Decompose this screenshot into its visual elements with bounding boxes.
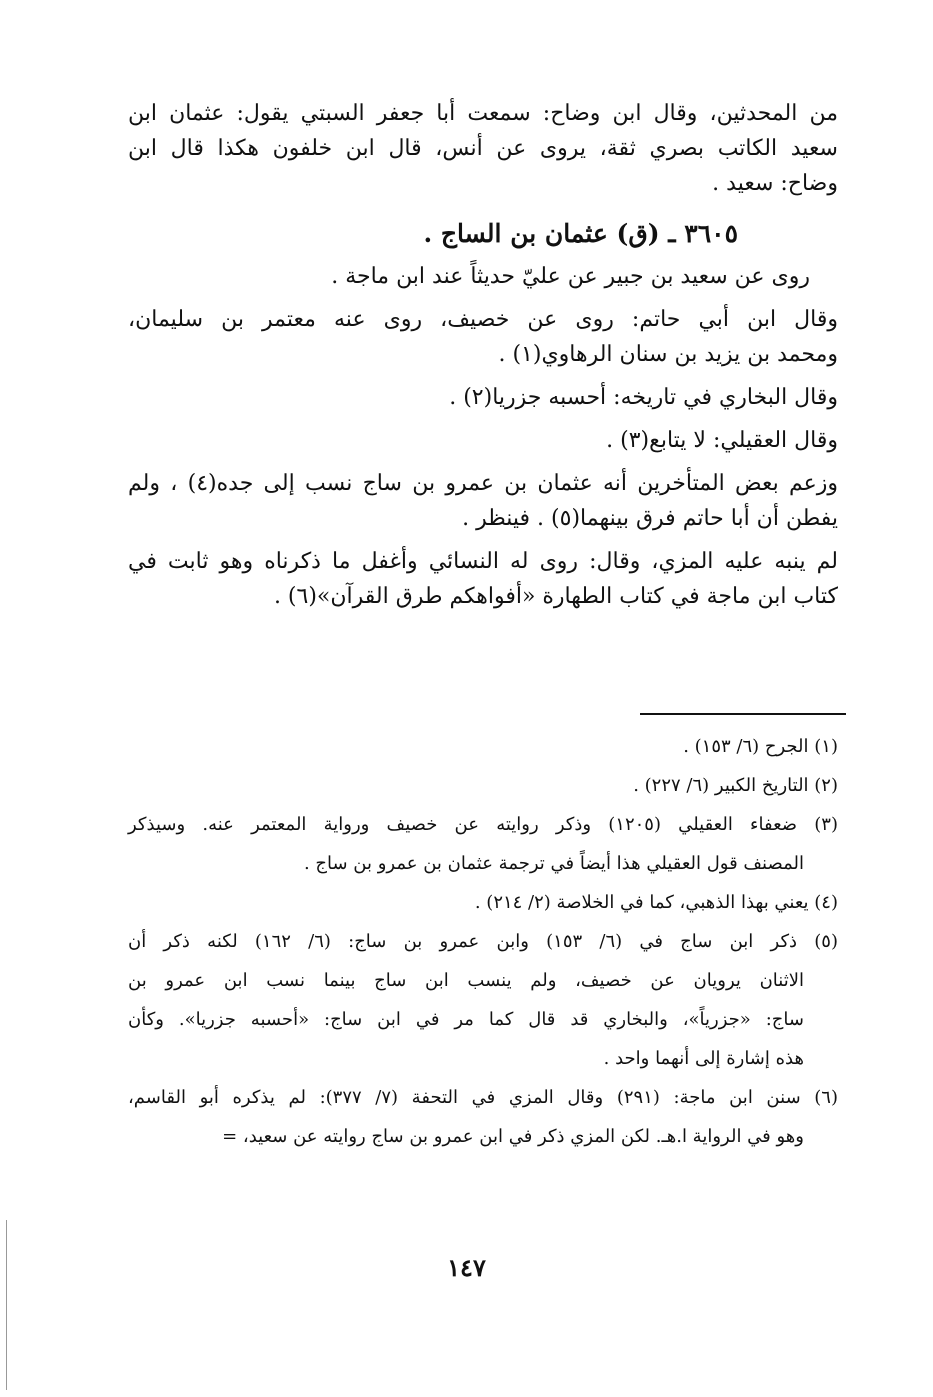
text-line: وقال ابن أبي حاتم: روى عن خصيف، روى عنه معتمر بن سليمان، xyxy=(128,307,838,332)
page-number: ١٤٧ xyxy=(447,1253,486,1282)
footnote-line: (٣) ضعفاء العقيلي (١٢٠٥) وذكر روايته عن خصيف ورواية المعتمر عنه. وسيذكر xyxy=(128,814,838,835)
main-text xyxy=(128,96,838,614)
text-line: كتاب ابن ماجة في كتاب الطهارة «أفواهكم طرق القرآن»(٦) . xyxy=(273,584,838,609)
footnote-line: (٢) التاريخ الكبير (٦/ ٢٢٧) . xyxy=(633,775,838,796)
text-line: روى عن سعيد بن جبير عن عليّ حديثاً عند ابن ماجة . xyxy=(331,264,810,289)
footnote-line: (٥) ذكر ابن ساج في (٦/ ١٥٣) وابن عمرو بن ساج: (٦/ ١٦٢) لكنه ذكر أن xyxy=(128,931,838,952)
text-line: من المحدثين، وقال ابن وضاح: سمعت أبا جعفر السبتي يقول: عثمان ابن xyxy=(128,101,838,126)
scan-edge-line xyxy=(6,1220,7,1390)
footnote-line: المصنف قول العقيلي هذا أيضاً في ترجمة عثمان بن عمرو بن ساج . xyxy=(303,853,804,874)
footnote-separator xyxy=(640,713,846,715)
text-line: وزعم بعض المتأخرين أنه عثمان بن عمرو بن ساج نسب إلى جده(٤) ، ولم xyxy=(128,471,839,496)
text-line: لم ينبه عليه المزي، وقال: روى له النسائي وأغفل ما ذكرناه وهو ثابت في xyxy=(128,549,838,574)
footnote-line: هذه إشارة إلى أنهما واحد . xyxy=(603,1048,804,1069)
footnote-line: (١) الجرح (٦/ ١٥٣) . xyxy=(683,736,838,757)
footnote-line: (٤) يعني بهذا الذهبي، كما في الخلاصة (٢/ ٢١٤) . xyxy=(474,892,838,913)
text-line: يفطن أن أبا حاتم فرق بينهما(٥) . فينظر . xyxy=(462,506,838,531)
text-line: سعيد الكاتب بصري ثقة، يروى عن أنس، قال ابن خلفون هكذا قال ابن xyxy=(128,136,838,161)
text-line: ومحمد بن يزيد بن سنان الرهاوي(١) . xyxy=(498,342,838,367)
footnotes xyxy=(128,727,838,1156)
footnote-line: وهو في الرواية ا.هـ. لكن المزي ذكر في ابن عمرو بن ساج روايته عن سعيد، = xyxy=(222,1126,804,1147)
text-line: وضاح: سعيد . xyxy=(712,171,838,196)
text-line: وقال العقيلي: لا يتابع(٣) . xyxy=(606,428,838,453)
footnote-line: ساج: «جزرياً»، والبخاري قد قال كما مر في ابن ساج: «أحسبه جزريا». وكأن xyxy=(128,1009,804,1030)
entry-heading: ٣٦٠٥ ـ (ق) عثمان بن الساج . xyxy=(423,219,738,248)
footnote-line: (٦) سنن ابن ماجة: (٢٩١) وقال المزي في التحفة (٧/ ٣٧٧): لم يذكره أبو القاسم، xyxy=(128,1087,838,1108)
footnote-line: الاثنان يرويان عن خصيف، ولم ينسب ابن ساج بينما نسب ابن عمرو بن xyxy=(128,970,804,991)
text-line: وقال البخاري في تاريخه: أحسبه جزريا(٢) . xyxy=(449,385,838,410)
